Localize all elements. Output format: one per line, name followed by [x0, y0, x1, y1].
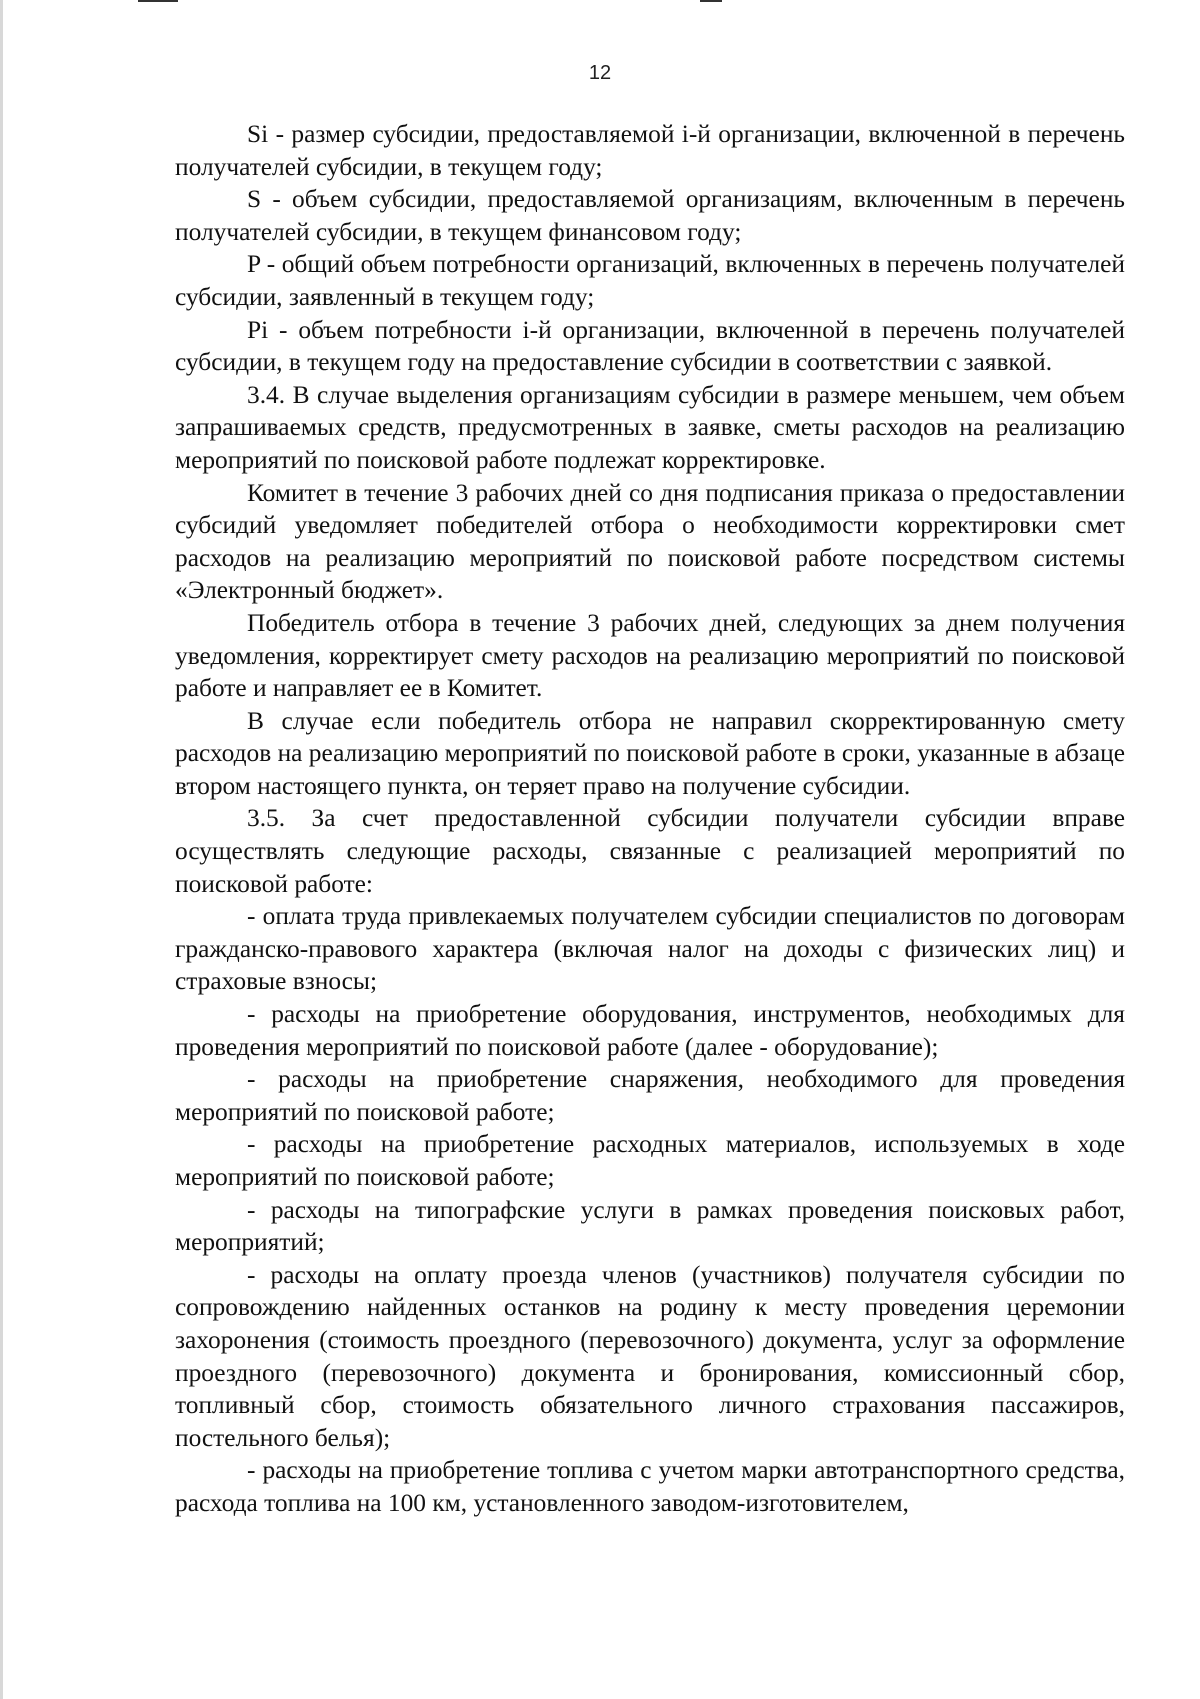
scan-edge: [0, 0, 3, 1699]
paragraph-3-4: 3.4. В случае выделения организациям субсидии в размере меньшем, чем объем запрашиваемых средств, предусмотренных в заявке, сметы расходов на реализацию мероприятий по поисковой работе подлежат корректировке.: [175, 380, 1125, 474]
list-item-fuel: - расходы на приобретение топлива с учетом марки автотранспортного средства, расхода топлива на 100 км, установленного заводом-изготовителем,: [175, 1456, 1125, 1517]
paragraph-loss-of-right: В случае если победитель отбора не направил скорректированную смету расходов на реализацию мероприятий по поисковой работе в сроки, указанные в абзаце втором настоящего пункта, он теряет право на получение субсидии.: [175, 706, 1125, 800]
paragraph-si-definition: Si - размер субсидии, предоставляемой i-й организации, включенной в перечень получателей субсидии, в текущем году;: [175, 120, 1125, 181]
paragraph-committee-notice: Комитет в течение 3 рабочих дней со дня подписания приказа о предоставлении субсидий уведомляет победителей отбора о необходимости корректировки смет расходов на реализацию мероприятий по поисковой работе посредством системы «Электронный бюджет».: [175, 478, 1125, 605]
list-item-equipment: - расходы на приобретение оборудования, инструментов, необходимых для проведения мероприятий по поисковой работе (далее - оборудование);: [175, 1000, 1125, 1061]
paragraph-p-definition: P - общий объем потребности организаций, включенных в перечень получателей субсидии, заявленный в текущем году;: [175, 250, 1125, 311]
list-item-consumables: - расходы на приобретение расходных материалов, используемых в ходе мероприятий по поисковой работе;: [175, 1130, 1125, 1191]
list-item-travel: - расходы на оплату проезда членов (участников) получателя субсидии по сопровождению найденных останков на родину к месту проведения церемонии захоронения (стоимость проездного (перевозочного) документа, услуг за оформление проездного (перевозочного) документа и бронирования, комиссионный сбор, топливный сбор, стоимость обязательного личного страхования пассажиров, постельного белья);: [175, 1260, 1125, 1452]
paragraph-3-5: 3.5. За счет предоставленной субсидии получатели субсидии вправе осуществлять следующие расходы, связанные с реализацией мероприятий по поисковой работе:: [175, 804, 1125, 898]
list-item-gear: - расходы на приобретение снаряжения, необходимого для проведения мероприятий по поисковой работе;: [175, 1065, 1125, 1126]
scan-mark: [138, 0, 178, 2]
page-number: 12: [588, 62, 612, 84]
scan-mark: [700, 0, 722, 2]
paragraph-pi-definition: Pi - объем потребности i-й организации, включенной в перечень получателей субсидии, в текущем году на предоставление субсидии в соответствии с заявкой.: [175, 315, 1125, 377]
list-item-printing: - расходы на типографские услуги в рамках проведения поисковых работ, мероприятий;: [175, 1195, 1125, 1257]
list-item-labor-costs: - оплата труда привлекаемых получателем субсидии специалистов по договорам гражданско-правового характера (включая налог на доходы с физических лиц) и страховые взносы;: [175, 902, 1125, 996]
paragraph-s-definition: S - объем субсидии, предоставляемой организациям, включенным в перечень получателей субсидии, в текущем финансовом году;: [175, 185, 1125, 246]
document-body: [175, 118, 1125, 1520]
paragraph-winner-correction: Победитель отбора в течение 3 рабочих дней, следующих за днем получения уведомления, корректирует смету расходов на реализацию мероприятий по поисковой работе и направляет ее в Комитет.: [175, 608, 1125, 703]
